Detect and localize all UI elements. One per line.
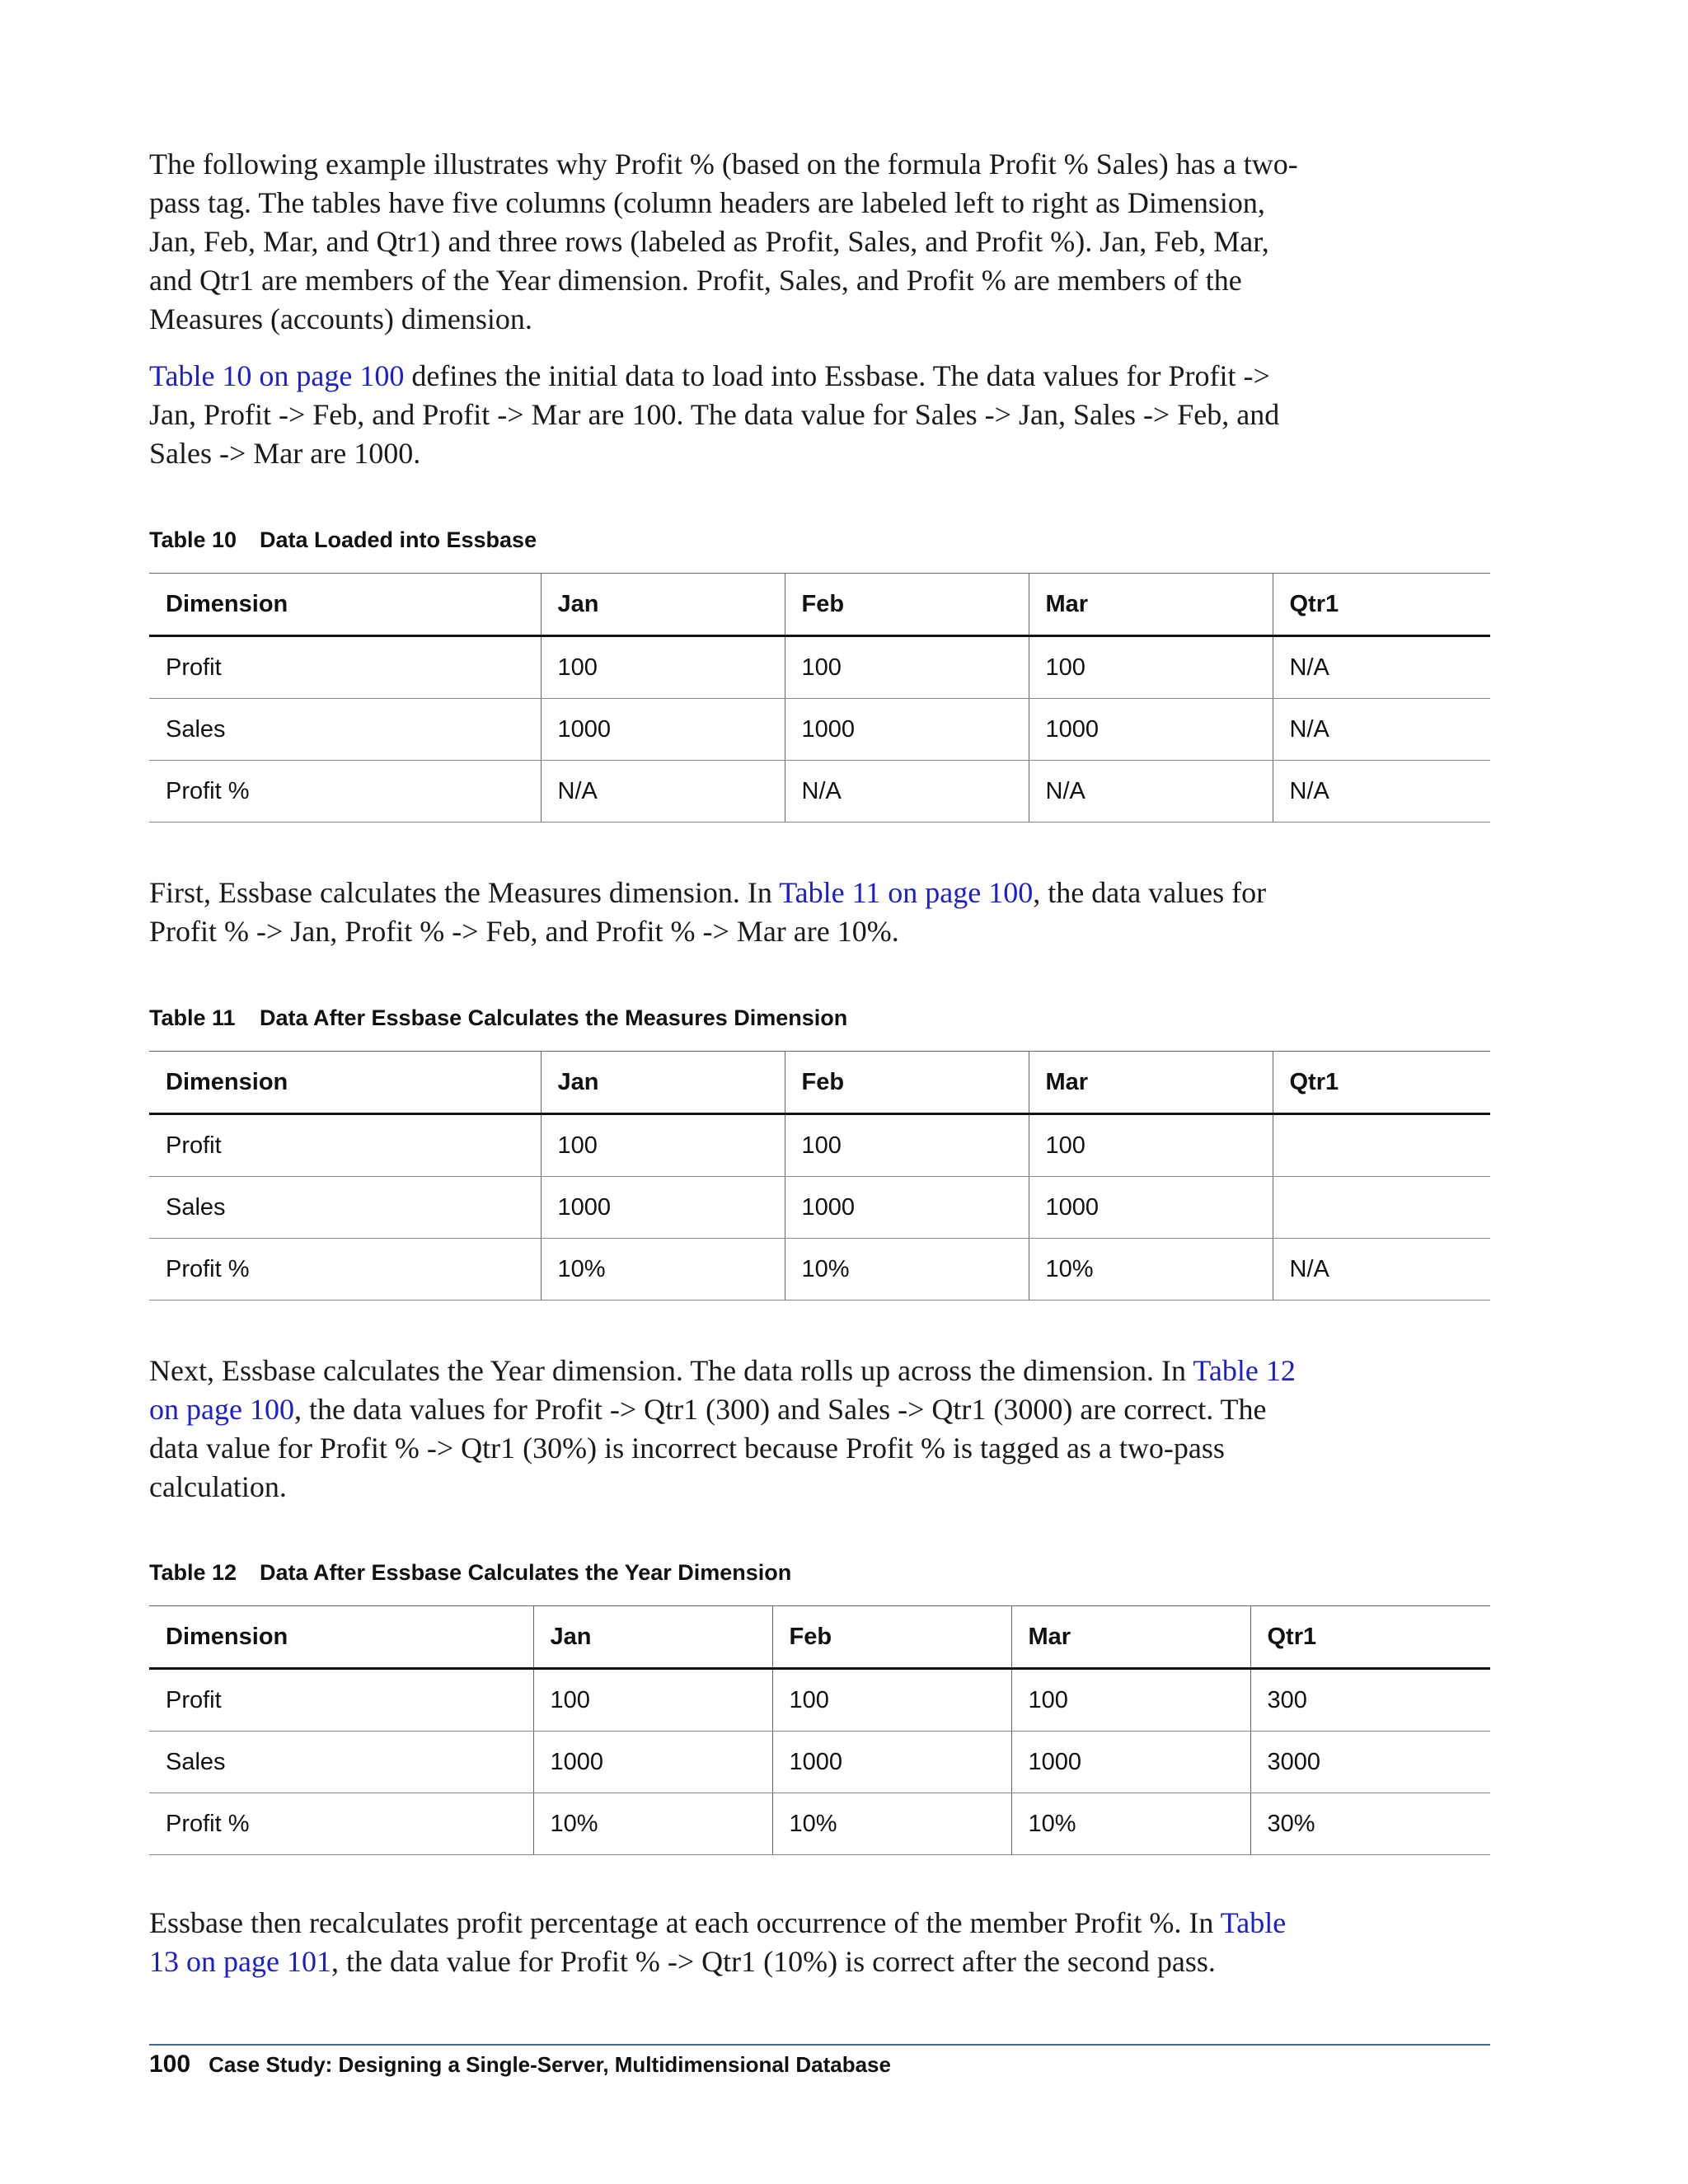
page-number: 100	[149, 2050, 191, 2078]
header-cell: Qtr1	[1273, 574, 1490, 636]
table-cell: N/A	[1273, 636, 1490, 699]
measures-text-before: First, Essbase calculates the Measures dimension. In	[149, 876, 780, 909]
table-row	[149, 636, 1490, 699]
table-12-caption	[149, 1560, 791, 1586]
second-pass-text-before: Essbase then recalculates profit percentage at each occurrence of the member Profit %. In	[149, 1906, 1221, 1939]
table-cell: N/A	[1273, 761, 1490, 823]
header-cell: Feb	[785, 574, 1029, 636]
table-cell: 100	[772, 1669, 1011, 1732]
table-cell: 100	[785, 636, 1029, 699]
year-text-after: , the data values for Profit -> Qtr1 (300) and Sales -> Qtr1 (3000) are correct. The data value for Profit % -> Qtr1 (30%) is incorrect because Profit % is tagged as a two-pass calculation.	[149, 1393, 1267, 1503]
header-cell: Feb	[785, 1052, 1029, 1114]
table-11-link[interactable]: Table 11 on page 100	[779, 876, 1034, 909]
table-cell	[1273, 1114, 1490, 1177]
table-cell: N/A	[785, 761, 1029, 823]
table-cell: 10%	[785, 1239, 1029, 1301]
table-cell: 100	[533, 1669, 772, 1732]
table-12-link[interactable]: Table 12 on page 100	[149, 1354, 1296, 1426]
table-cell: 10%	[772, 1793, 1011, 1855]
table-cell: 10%	[1029, 1239, 1273, 1301]
table-10-number: Table 10	[149, 527, 237, 552]
table-cell: 3000	[1250, 1732, 1490, 1793]
table-cell: 100	[1011, 1669, 1250, 1732]
table-cell: 1000	[1011, 1732, 1250, 1793]
table-cell	[1273, 1177, 1490, 1239]
measures-paragraph	[149, 874, 1303, 951]
table-cell: N/A	[1029, 761, 1273, 823]
table-cell: Profit %	[149, 1239, 541, 1301]
header-cell: Mar	[1011, 1606, 1250, 1669]
table-cell: 1000	[541, 699, 785, 761]
table-11	[149, 1051, 1490, 1301]
table-cell: 100	[785, 1114, 1029, 1177]
table-11-caption	[149, 1005, 847, 1031]
table-cell: Sales	[149, 699, 541, 761]
header-cell: Jan	[533, 1606, 772, 1669]
table-cell: 1000	[1029, 699, 1273, 761]
table-cell: 1000	[785, 699, 1029, 761]
footer-divider	[149, 2044, 1490, 2046]
header-cell: Dimension	[149, 1052, 541, 1114]
data-load-text: defines the initial data to load into Essbase. The data values for Profit -> Jan, Profit -> Feb, and Profit -> Mar are 100. The data value for Sales -> Jan, Sales -> Feb, and Sales -> Mar are 1000.	[149, 359, 1280, 470]
table-cell: Profit	[149, 1114, 541, 1177]
second-pass-paragraph	[149, 1904, 1303, 1981]
table-10-link[interactable]: Table 10 on page 100	[149, 359, 405, 392]
table-header-row	[149, 574, 1490, 636]
table-cell: 100	[541, 1114, 785, 1177]
second-pass-text-after: , the data value for Profit % -> Qtr1 (10%) is correct after the second pass.	[331, 1945, 1216, 1978]
header-cell: Qtr1	[1250, 1606, 1490, 1669]
table-11-number: Table 11	[149, 1005, 236, 1030]
table-12-title: Data After Essbase Calculates the Year Dimension	[260, 1560, 792, 1585]
table-cell: 1000	[772, 1732, 1011, 1793]
table-cell: N/A	[1273, 1239, 1490, 1301]
table-cell: N/A	[1273, 699, 1490, 761]
table-cell: 100	[1029, 636, 1273, 699]
header-cell: Mar	[1029, 1052, 1273, 1114]
table-cell: 10%	[1011, 1793, 1250, 1855]
table-12	[149, 1605, 1490, 1855]
table-cell: Sales	[149, 1732, 533, 1793]
year-text-before: Next, Essbase calculates the Year dimension. The data rolls up across the dimension. In	[149, 1354, 1193, 1387]
measures-text-after: , the data values for Profit % -> Jan, Profit % -> Feb, and Profit % -> Mar are 10%.	[149, 876, 1267, 948]
table-row	[149, 1177, 1490, 1239]
header-cell: Feb	[772, 1606, 1011, 1669]
table-cell: Profit	[149, 636, 541, 699]
header-cell: Dimension	[149, 1606, 533, 1669]
table-10-title: Data Loaded into Essbase	[260, 527, 537, 552]
table-header-row	[149, 1052, 1490, 1114]
table-header-row	[149, 1606, 1490, 1669]
table-row	[149, 699, 1490, 761]
table-cell: Sales	[149, 1177, 541, 1239]
table-13-link[interactable]: Table 13 on page 101	[149, 1906, 1287, 1978]
table-11-title: Data After Essbase Calculates the Measures Dimension	[260, 1005, 848, 1030]
footer-title: Case Study: Designing a Single-Server, Multidimensional Database	[209, 2052, 891, 2077]
table-cell: 1000	[785, 1177, 1029, 1239]
table-row	[149, 1732, 1490, 1793]
table-row	[149, 1793, 1490, 1855]
table-10	[149, 573, 1490, 823]
header-cell: Mar	[1029, 574, 1273, 636]
table-cell: 10%	[533, 1793, 772, 1855]
table-cell: 30%	[1250, 1793, 1490, 1855]
page-footer	[149, 2050, 891, 2079]
table-cell: 300	[1250, 1669, 1490, 1732]
header-cell: Dimension	[149, 574, 541, 636]
intro-text: The following example illustrates why Profit % (based on the formula Profit % Sales) has a two-pass tag. The tables have five columns (column headers are labeled left to right as Dimension, Jan, Feb, Mar, and Qtr1) and three rows (labeled as Profit, Sales, and Profit %). Jan, Feb, Mar, and Qtr1 are members of the Year dimension. Profit, Sales, and Profit % are members of the Measures (accounts) dimension.	[149, 148, 1298, 335]
header-cell: Jan	[541, 1052, 785, 1114]
table-cell: N/A	[541, 761, 785, 823]
table-cell: 10%	[541, 1239, 785, 1301]
table-12-number: Table 12	[149, 1560, 237, 1585]
table-cell: 100	[541, 636, 785, 699]
table-row	[149, 1239, 1490, 1301]
table-cell: 1000	[533, 1732, 772, 1793]
year-paragraph	[149, 1352, 1303, 1507]
table-cell: 1000	[1029, 1177, 1273, 1239]
table-cell: Profit %	[149, 1793, 533, 1855]
table-row	[149, 761, 1490, 823]
table-cell: Profit	[149, 1669, 533, 1732]
data-load-paragraph	[149, 357, 1303, 473]
table-10-caption	[149, 527, 537, 553]
table-cell: 1000	[541, 1177, 785, 1239]
table-cell: 100	[1029, 1114, 1273, 1177]
table-row	[149, 1669, 1490, 1732]
intro-paragraph	[149, 145, 1303, 339]
table-row	[149, 1114, 1490, 1177]
header-cell: Jan	[541, 574, 785, 636]
header-cell: Qtr1	[1273, 1052, 1490, 1114]
table-cell: Profit %	[149, 761, 541, 823]
